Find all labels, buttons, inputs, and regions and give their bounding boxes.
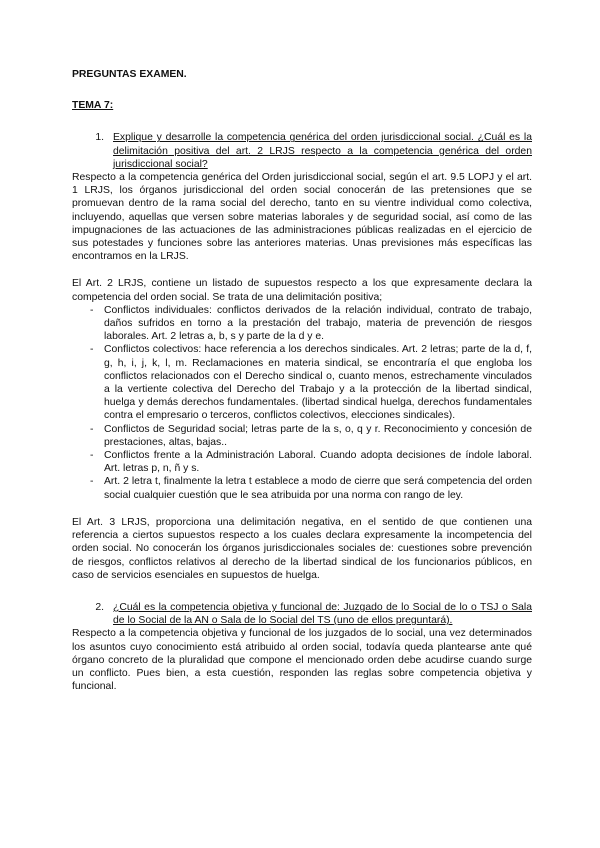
document-title: PREGUNTAS EXAMEN. <box>72 69 187 80</box>
bullet-dash: - <box>90 344 94 356</box>
bullet-dash: - <box>90 423 94 435</box>
question-2-text: ¿Cuál es la competencia objetiva y funcional de: Juzgado de lo Social de lo o TSJ o Sala de lo Social de la AN o Sala de lo Social del TS (uno de ellos preguntará). <box>113 601 532 627</box>
question-1 <box>72 131 532 171</box>
bullet-text: Art. 2 letra t, finalmente la letra t establece a modo de cierre que será competencia del orden social cualquier cuestión que le sea atribuida por una norma con rango de ley. <box>104 476 532 501</box>
answer-1-paragraph-3: El Art. 3 LRJS, proporciona una delimitación negativa, en el sentido de que contienen una referencia a ciertos supuestos respecto a los cuales declara expresamente la incompetencia del orden social. No conocerán los órganos jurisdiccionales sociales de: cuestiones sobre prevención de riesgos, conflictos relativos al derecho de la libertad sindical de los funcionarios públicos, en caso de servicios esenciales en supuestos de huelga. <box>72 516 532 581</box>
bullet-dash: - <box>90 450 94 462</box>
bullet-text: Conflictos frente a la Administración Laboral. Cuando adopta decisiones de índole laboral. Art. letras p, n, ñ y s. <box>104 450 532 475</box>
bullet-dash: - <box>90 304 94 316</box>
bullet-dash: - <box>90 476 94 488</box>
list-item <box>72 475 532 501</box>
list-item <box>72 343 532 422</box>
list-item <box>72 449 532 475</box>
list-item <box>72 304 532 344</box>
list-item <box>72 423 532 449</box>
answer-2-paragraph-1: Respecto a la competencia objetiva y funcional de los juzgados de lo social, una vez determinados los asuntos cuyo conocimiento está atribuido al orden social, todavía queda plantearse ante qué órgano concreto de la pluralidad que compone el mencionado orden debe acudirse cuando surge un conflicto. Pues bien, a esta cuestión, responden las reglas sobre competencia objetiva y funcional. <box>72 628 532 693</box>
bullet-text: Conflictos colectivos: hace referencia a los derechos sindicales. Art. 2 letras; parte de la d, f, g, h, i, j, k, l, m. Reclamaciones en materia sindical, se encontraría el que engloba los conflictos relacionados con el Derecho sindical o, cuanto menos, estrechamente vinculados a la vertiente colectiva del Derecho del Trabajo y a la protección de la libertad sindical, huelga y demás derechos fundamentales. (libertad sindical huelga, derechos fundamentales contra el empresario o terceros, conflictos colectivos, elecciones sindicales). <box>104 344 532 422</box>
answer-1-paragraph-1: Respecto a la competencia genérica del Orden jurisdiccional social, según el art. 9.5 LOPJ y el art. 1 LRJS, los órganos jurisdiccional del orden social conocerán de las pretensiones que se promuevan dentro de la rama social del derecho, tanto en su vientre individual como colectiva, incluyendo, aquellas que versen sobre materias laborales y de seguridad social, así como de las impugnaciones de las actuaciones de las administraciones públicas realizadas en el ejercicio de sus potestades y funciones sobre las anteriores materias. Unas previsiones más específicas las encontramos en la LRJS. <box>72 172 532 263</box>
question-2-number: 2. <box>95 601 104 613</box>
question-2 <box>72 601 532 627</box>
bullet-text: Conflictos de Seguridad social; letras parte de la s, o, q y r. Reconocimiento y concesión de prestaciones, altas, bajas.. <box>104 423 532 448</box>
question-1-text: Explique y desarrolle la competencia genérica del orden jurisdiccional social. ¿Cuál es la delimitación positiva del art. 2 LRJS respecto a la competencia genérica del orden jurisdiccional social? <box>113 132 532 170</box>
question-1-number: 1. <box>95 132 104 144</box>
bullet-text: Conflictos individuales: conflictos derivados de la relación individual, contrato de trabajo, daños sufridos en torno a la prestación del trabajo, materia de prevención de riesgos laborales. Art. 2 letras a, b, s y parte de la d y e. <box>104 304 532 343</box>
answer-1-paragraph-2: El Art. 2 LRJS, contiene un listado de supuestos respecto a los que expresamente declara la competencia del orden social. Se trata de una delimitación positiva; <box>72 278 532 303</box>
topic-heading: TEMA 7: <box>72 100 114 112</box>
competence-bullet-list <box>72 304 532 502</box>
